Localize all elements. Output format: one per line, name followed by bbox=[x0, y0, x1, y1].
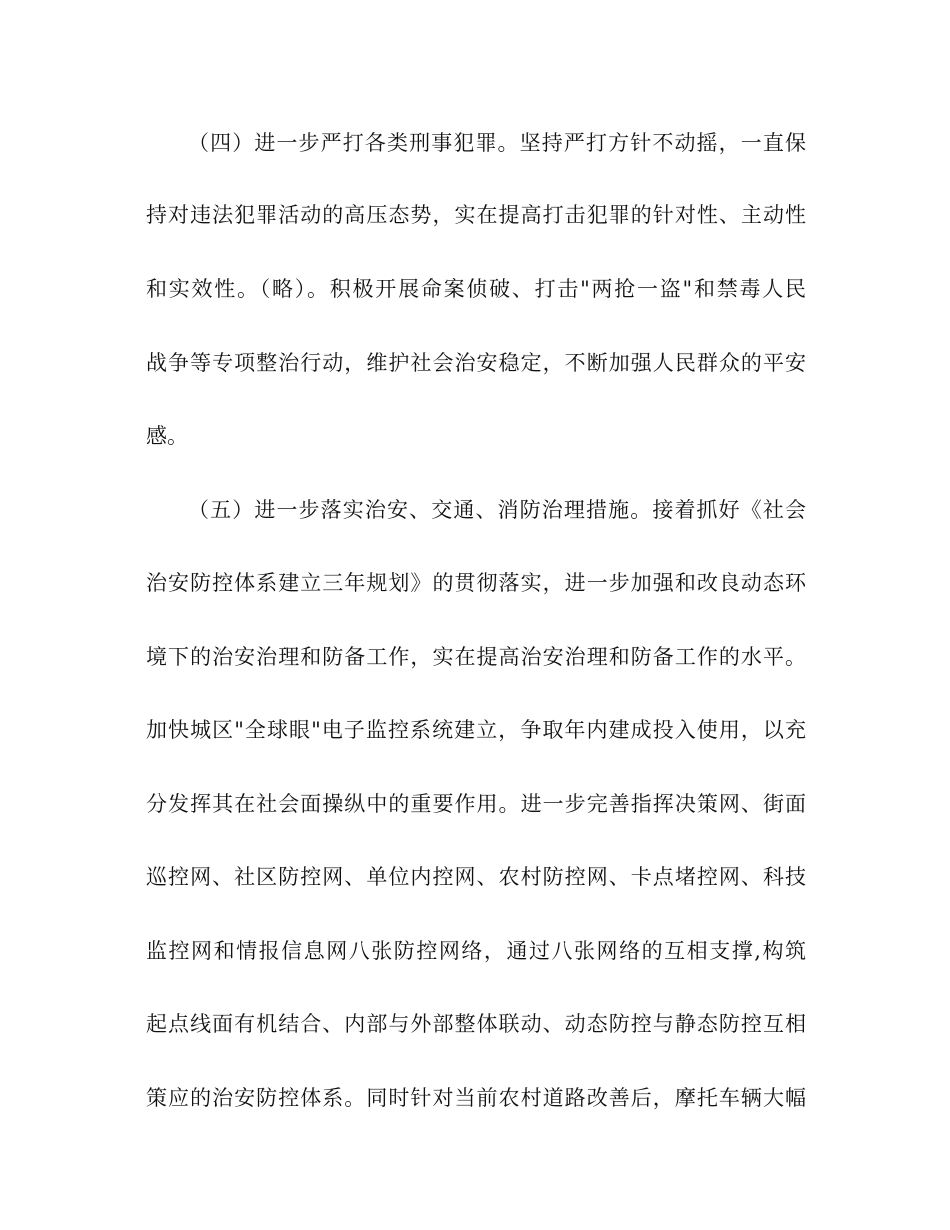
text-line-13: 起点线面有机结合、内部与外部整体联动、动态防控与静态防控互相 bbox=[146, 1012, 806, 1036]
text-line-6: （五）进一步落实治安、交通、消防治理措施。接着抓好《社会 bbox=[188, 498, 806, 522]
text-line-12: 监控网和情报信息网八张防控网络，通过八张网络的互相支撑,构筑 bbox=[146, 939, 806, 963]
text-line-8: 境下的治安治理和防备工作，实在提高治安治理和防备工作的水平。 bbox=[146, 645, 806, 669]
text-line-11: 巡控网、社区防控网、单位内控网、农村防控网、卡点堵控网、科技 bbox=[146, 865, 806, 889]
text-line-1: （四）进一步严打各类刑事犯罪。坚持严打方针不动摇，一直保 bbox=[188, 131, 806, 155]
text-line-7: 治安防控体系建立三年规划》的贯彻落实，进一步加强和改良动态环 bbox=[146, 571, 806, 595]
text-line-10: 分发挥其在社会面操纵中的重要作用。进一步完善指挥决策网、街面 bbox=[146, 792, 806, 816]
text-line-5: 感。 bbox=[146, 424, 188, 448]
text-line-2: 持对违法犯罪活动的高压态势，实在提高打击犯罪的针对性、主动性 bbox=[146, 203, 806, 227]
text-line-9: 加快城区"全球眼"电子监控系统建立，争取年内建成投入使用，以充 bbox=[146, 718, 806, 742]
text-line-3: 和实效性。（略）。积极开展命案侦破、打击"两抢一盗"和禁毒人民 bbox=[146, 277, 806, 301]
text-line-4: 战争等专项整治行动，维护社会治安稳定，不断加强人民群众的平安 bbox=[146, 351, 806, 375]
text-line-14: 策应的治安防控体系。同时针对当前农村道路改善后，摩托车辆大幅 bbox=[146, 1086, 806, 1110]
